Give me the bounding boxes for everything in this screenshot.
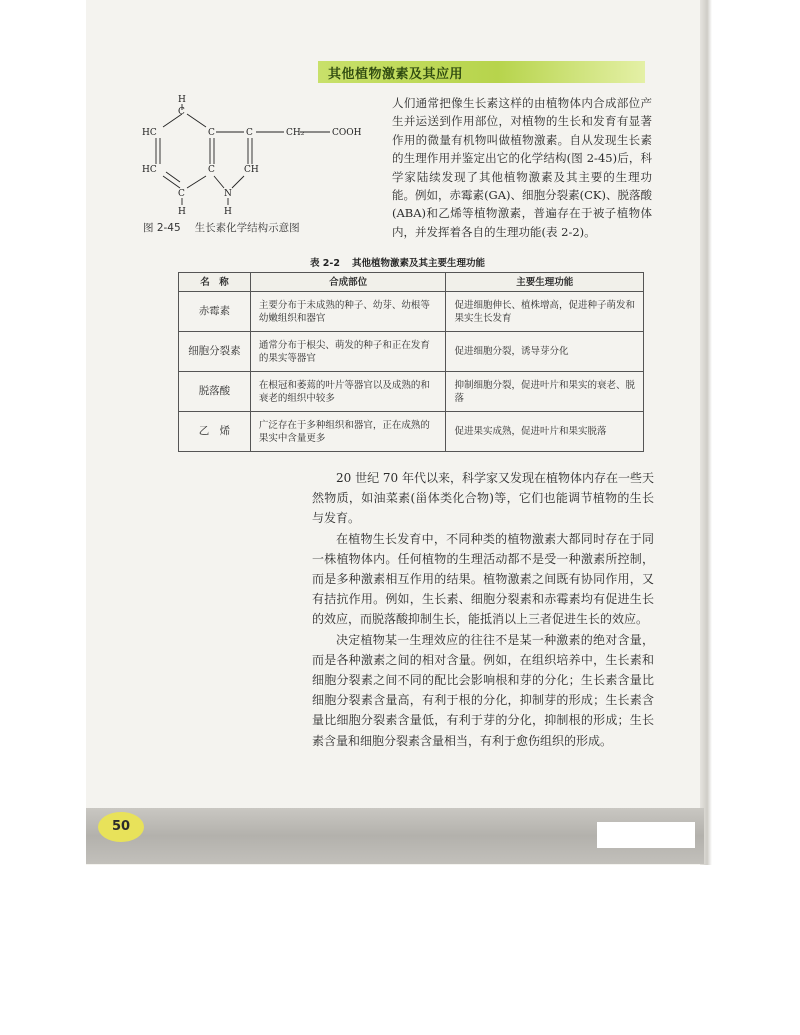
atom-hc-left: HC	[142, 128, 157, 138]
table-caption	[310, 255, 485, 269]
table-row	[179, 332, 644, 372]
page-number: 50	[98, 812, 144, 842]
intro-paragraph	[368, 94, 652, 241]
table-caption-text: 其他植物激素及其主要生理功能	[351, 258, 485, 269]
header-function: 主要生理功能	[446, 273, 644, 292]
auxin-structure-diagram	[140, 92, 370, 222]
atom-ch2: CH₂	[286, 128, 305, 138]
synthesis-site: 通常分布于根尖、萌发的种子和正在发育的果实等器官	[250, 332, 446, 372]
main-function: 促进细胞分裂，诱导芽分化	[446, 332, 644, 372]
table-header-row	[179, 273, 644, 292]
table-row	[179, 292, 644, 332]
atom-c-bottom: C	[178, 189, 185, 199]
atom-cooh: COOH	[332, 128, 362, 138]
hormone-name: 乙 烯	[179, 412, 251, 452]
paragraph: 20 世纪 70 年代以来，科学家又发现在植物体内存在一些天然物质，如油菜素(甾体类化合物)等，它们也能调节植物的生长与发育。	[312, 471, 654, 526]
paragraph: 在植物生长发育中，不同种类的植物激素大都同时存在于同一株植物体内。任何植物的生理活动都不是受一种激素所控制，而是多种激素相互作用的结果。植物激素之间既有协同作用，又有拮抗作用。例如，生长素、细胞分裂素和赤霉素均有促进生长的效应，而脱落酸抑制生长，能抵消以上三者促进生长的效应。	[312, 531, 654, 627]
main-function: 促进果实成熟，促进叶片和果实脱落	[446, 412, 644, 452]
section-header-bar	[318, 61, 645, 83]
header-site: 合成部位	[250, 273, 446, 292]
atom-h-bottom-left: H	[178, 207, 186, 217]
hormone-name: 赤霉素	[179, 292, 251, 332]
footer-blank-box	[597, 822, 695, 848]
synthesis-site: 在根冠和萎蔫的叶片等器官以及成熟的和衰老的组织中较多	[250, 372, 446, 412]
hormone-name: 脱落酸	[179, 372, 251, 412]
synthesis-site: 广泛存在于多种组织和器官，正在成熟的果实中含量更多	[250, 412, 446, 452]
intro-paragraph-text: 人们通常把像生长素这样的由植物体内合成部位产生并运送到作用部位，对植物的生长和发育有显著作用的微量有机物叫做植物激素。自从发现生长素的生理作用并鉴定出它的化学结构(图 2-45)后，科学家陆续发现了其他植物激素及其主要的生理功能。例如，赤霉素(GA)、细胞分裂素(CK)、脱落酸(ABA)和乙烯等植物激素，普遍存在于被子植物体内，并发挥着各自的生理功能(表 2-2)。	[392, 96, 652, 239]
figure-caption	[143, 220, 300, 235]
main-function: 促进细胞伸长、植株增高，促进种子萌发和果实生长发育	[446, 292, 644, 332]
figure-caption-text: 生长素化学结构示意图	[194, 222, 300, 234]
hormone-name: 细胞分裂素	[179, 332, 251, 372]
atom-h-bottom-n: H	[224, 207, 232, 217]
figure-number: 图 2-45	[143, 222, 181, 234]
atom-n: N	[224, 189, 232, 199]
table-row	[179, 372, 644, 412]
body-text	[312, 468, 654, 751]
table-row	[179, 412, 644, 452]
hormone-table	[178, 272, 644, 452]
atom-c-top: C	[178, 107, 185, 117]
atom-hc-lower: HC	[142, 165, 157, 175]
page-edge-shadow	[700, 0, 712, 865]
main-function: 抑制细胞分裂，促进叶片和果实的衰老、脱落	[446, 372, 644, 412]
atom-c-mid1: C	[208, 128, 215, 138]
atom-c-mid2: C	[246, 128, 253, 138]
paragraph: 决定植物某一生理效应的往往不是某一种激素的绝对含量，而是各种激素之间的相对含量。例如，在组织培养中，生长素和细胞分裂素之间不同的配比会影响根和芽的分化；生长素含量比细胞分裂素含量高，有利于根的分化，抑制芽的形成；生长素含量比细胞分裂素含量低，有利于芽的分化，抑制根的形成；生长素含量和细胞分裂素含量相当，有利于愈伤组织的形成。	[312, 632, 654, 748]
section-title: 其他植物激素及其应用	[328, 67, 464, 82]
atom-ch: CH	[244, 165, 259, 175]
atom-c-mid3: C	[208, 165, 215, 175]
table-number: 表 2-2	[310, 258, 340, 269]
synthesis-site: 主要分布于未成熟的种子、幼芽、幼根等幼嫩组织和器官	[250, 292, 446, 332]
header-name: 名 称	[179, 273, 251, 292]
atom-h-top: H	[178, 95, 186, 105]
